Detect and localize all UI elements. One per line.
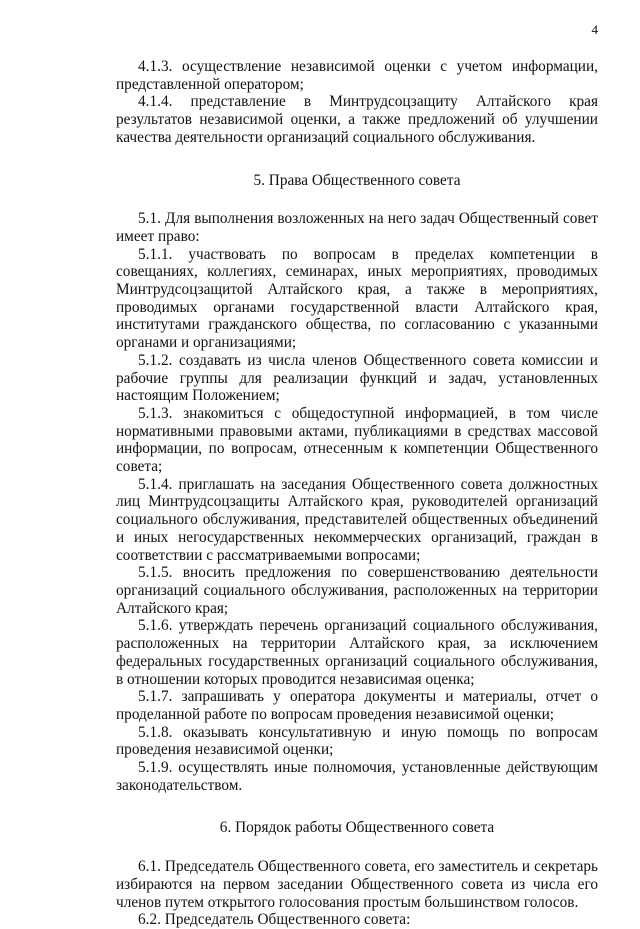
paragraph-6-2: 6.2. Председатель Общественного совета: <box>138 911 411 929</box>
paragraph-5-1-3: 5.1.3. знакомиться с общедоступной информацией, в том числе нормативными правовыми актами, публикациями в средствах массовой информации, по вопросам, отнесенным к компетенции Общественного совета; <box>116 404 598 476</box>
section-6-heading: 6. Порядок работы Общественного совета <box>219 819 495 837</box>
section-5-heading: 5. Права Общественного совета <box>253 171 461 189</box>
paragraph-5-1: 5.1. Для выполнения возложенных на него задач Общественный совет имеет право: <box>116 210 598 245</box>
paragraph-5-1-8: 5.1.8. оказывать консультативную и иную помощь по вопросам проведения независимой оценки; <box>116 723 598 759</box>
paragraph-4-1-3: 4.1.3. осуществление независимой оценки с учетом информации, представленной оператором; <box>116 58 598 93</box>
paragraph-6-1: 6.1. Председатель Общественного совета, его заместитель и секретарь избираются на первом заседании Общественного совета из числа его членов путем открытого голосования простым большинством голосов. <box>116 858 598 911</box>
paragraph-5-1-5: 5.1.5. вносить предложения по совершенствованию деятельности организаций социального обслуживания, расположенных на территории Алтайского края; <box>116 564 598 617</box>
page-number: 4 <box>591 22 598 37</box>
paragraph-5-1-2: 5.1.2. создавать из числа членов Общественного совета комиссии и рабочие группы для реализации функций и задач, установленных настоящим Положением; <box>116 351 598 405</box>
paragraph-5-1-6: 5.1.6. утверждать перечень организаций социального обслуживания, расположенных на территории Алтайского края, за исключением федеральных государственных организаций социального обслуживания, в отношении которых проводится независимая оценка; <box>116 617 598 688</box>
paragraph-5-1-4: 5.1.4. приглашать на заседания Общественного совета должностных лиц Минтрудсоцзащиты Алтайского края, руководителей организаций социального обслуживания, представителей общественных объединений и иных негосударственных некоммерческих организаций, граждан в соответствии с рассматриваемыми вопросами; <box>116 475 598 564</box>
paragraph-4-1-4: 4.1.4. представление в Минтрудсоцзащиту Алтайского края результатов независимой оценки, а также предложений об улучшении качества деятельности организаций социального обслуживания. <box>116 93 598 146</box>
document-body <box>116 58 598 929</box>
paragraph-5-1-7: 5.1.7. запрашивать у оператора документы и материалы, отчет о проделанной работе по вопросам проведения независимой оценки; <box>116 688 598 723</box>
paragraph-5-1-1: 5.1.1. участвовать по вопросам в пределах компетенции в совещаниях, коллегиях, семинарах, иных мероприятиях, проводимых Минтрудсоцзащитой Алтайского края, а также в мероприятиях, проводимых органами государственной власти Алтайского края, институтами гражданского общества, по согласованию с указанными органами и организациями; <box>116 245 598 352</box>
paragraph-5-1-9: 5.1.9. осуществлять иные полномочия, установленные действующим законодательством. <box>116 759 598 794</box>
